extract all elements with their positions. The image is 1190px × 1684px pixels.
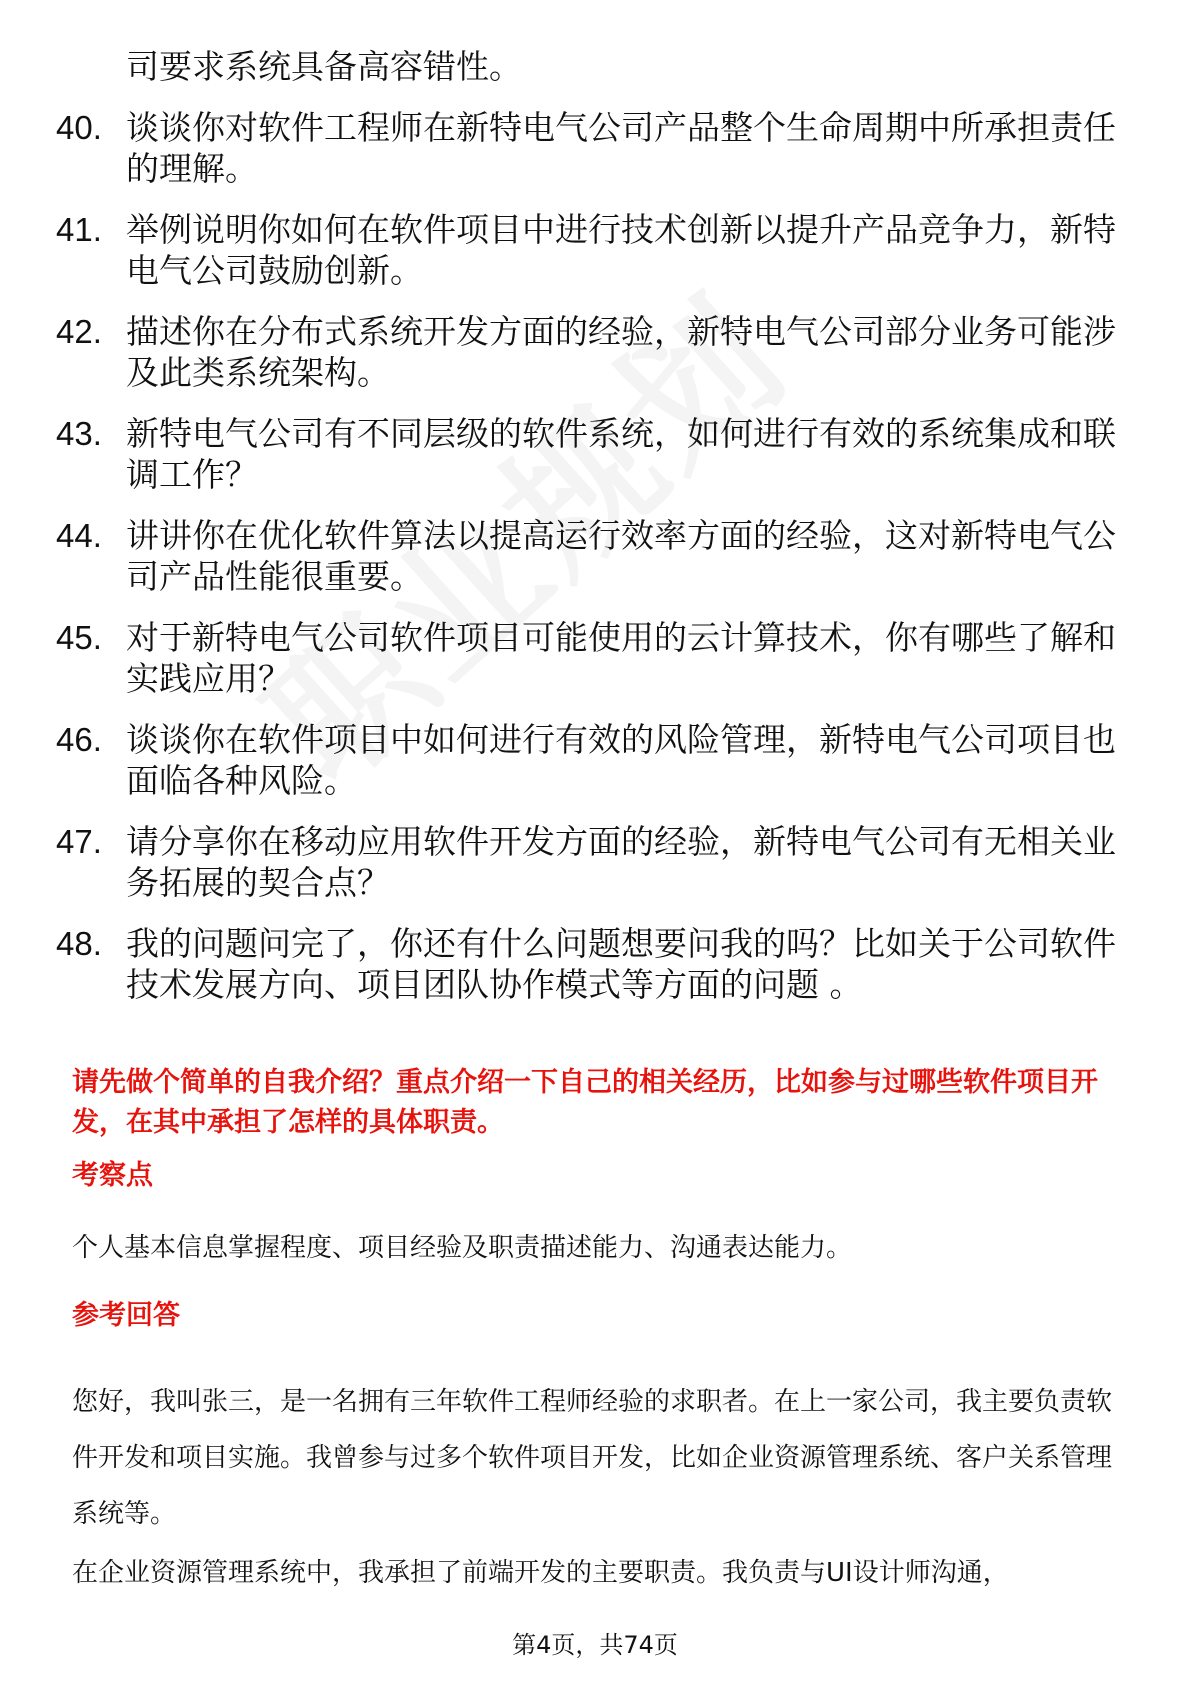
question-item: [56, 617, 1116, 699]
question-text: 谈谈你对软件工程师在新特电气公司产品整个生命周期中所承担责任的理解。: [126, 108, 1116, 188]
question-text: 新特电气公司有不同层级的软件系统，如何进行有效的系统集成和联调工作？: [126, 414, 1116, 494]
question-item: [56, 311, 1116, 393]
question-list: [56, 46, 1116, 1025]
question-continuation: 司要求系统具备高容错性。: [126, 47, 522, 86]
question-item: [56, 413, 1116, 495]
focus-heading: 考察点: [72, 1160, 153, 1191]
question-text: 举例说明你如何在软件项目中进行技术创新以提升产品竞争力，新特电气公司鼓励创新。: [126, 210, 1116, 290]
question-text: 请分享你在移动应用软件开发方面的经验，新特电气公司有无相关业务拓展的契合点？: [126, 822, 1116, 902]
question-text: 对于新特电气公司软件项目可能使用的云计算技术，你有哪些了解和实践应用？: [126, 618, 1116, 698]
answer-paragraph: 您好，我叫张三，是一名拥有三年软件工程师经验的求职者。在上一家公司，我主要负责软件开发和项目实施。我曾参与过多个软件项目开发，比如企业资源管理系统、客户关系管理系统等。: [72, 1387, 1113, 1529]
question-number: 47.: [56, 823, 102, 860]
question-number: 45.: [56, 619, 102, 656]
question-number: 48.: [56, 925, 102, 962]
focus-text: 个人基本信息掌握程度、项目经验及职责描述能力、沟通表达能力。: [72, 1233, 853, 1263]
question-item: [56, 821, 1116, 903]
question-text: 谈谈你在软件项目中如何进行有效的风险管理，新特电气公司项目也面临各种风险。: [126, 720, 1116, 800]
question-number: 46.: [56, 721, 102, 758]
answer-paragraph: 在企业资源管理系统中，我承担了前端开发的主要职责。我负责与UI设计师沟通，: [72, 1558, 1009, 1588]
question-number: 40.: [56, 109, 102, 146]
question-item: [56, 515, 1116, 597]
question-text: 描述你在分布式系统开发方面的经验，新特电气公司部分业务可能涉及此类系统架构。: [126, 312, 1116, 392]
question-number: 42.: [56, 313, 102, 350]
question-number: 44.: [56, 517, 102, 554]
question-text: 讲讲你在优化软件算法以提高运行效率方面的经验，这对新特电气公司产品性能很重要。: [126, 516, 1116, 596]
question-text: 我的问题问完了，你还有什么问题想要问我的吗？比如关于公司软件技术发展方向、项目团队协作模式等方面的问题 。: [126, 924, 1116, 1004]
question-number: 41.: [56, 211, 102, 248]
question-item: [56, 209, 1116, 291]
question-number: 43.: [56, 415, 102, 452]
question-item: [56, 107, 1116, 189]
question-item: [56, 923, 1116, 1005]
question-item: [56, 719, 1116, 801]
answer-heading: 参考回答: [72, 1300, 180, 1331]
page-number: 第4页，共74页: [512, 1631, 678, 1659]
featured-question: 请先做个简单的自我介绍？重点介绍一下自己的相关经历，比如参与过哪些软件项目开发，在其中承担了怎样的具体职责。: [72, 1067, 1098, 1138]
